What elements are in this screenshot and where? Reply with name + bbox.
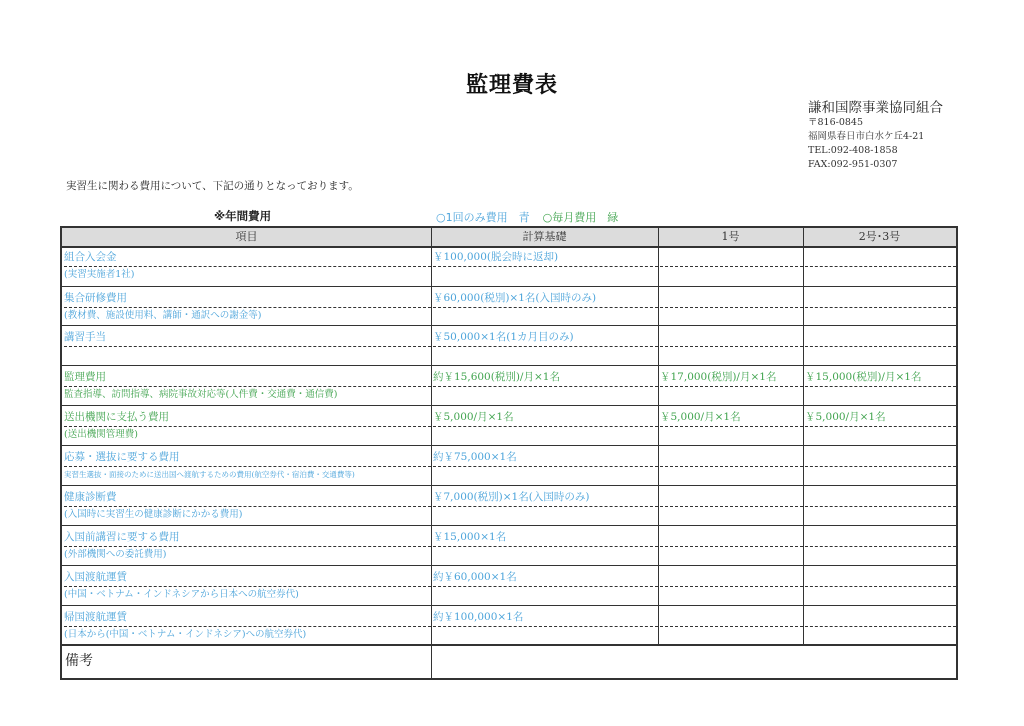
basis-cell	[431, 446, 658, 485]
item-cell	[62, 406, 431, 445]
header-grade23: 2号･3号	[858, 230, 901, 243]
column-divider	[803, 228, 804, 644]
item-note: (実習実施者1社)	[64, 269, 135, 280]
basis-value: 約￥60,000×1名	[433, 569, 658, 587]
grade1-value	[660, 609, 803, 627]
legend-one-time: ○1回のみ費用 青	[436, 211, 530, 224]
item-note: (入国時に実習生の健康診断にかかる費用)	[64, 509, 243, 520]
table-row	[62, 287, 956, 326]
grade23-value	[805, 569, 956, 587]
table-row	[62, 486, 956, 526]
item-name: 帰国渡航運賃	[64, 609, 431, 627]
basis-value: ￥100,000(脱会時に返却)	[433, 249, 658, 267]
grade1-value	[660, 569, 803, 587]
tel: TEL:092-408-1858	[808, 145, 898, 156]
item-name: 応募・選抜に要する費用	[64, 449, 431, 467]
table-row	[62, 446, 956, 486]
table-row	[62, 246, 956, 287]
grade23-value	[805, 449, 956, 467]
grade23-cell	[803, 326, 956, 365]
grade23-value: ￥5,000/月×1名	[805, 409, 956, 427]
grade23-value	[805, 249, 956, 267]
item-name: 講習手当	[64, 329, 431, 347]
grade1-cell	[658, 406, 803, 445]
item-note: (教材費、施設使用料、講師・通訳への謝金等)	[64, 310, 262, 321]
header-grade1: 1号	[721, 230, 740, 243]
grade1-cell	[658, 246, 803, 286]
item-name: 監理費用	[64, 369, 431, 387]
basis-value: ￥5,000/月×1名	[433, 409, 658, 427]
item-cell	[62, 566, 431, 605]
basis-cell	[431, 326, 658, 365]
item-name: 健康診断費	[64, 489, 431, 507]
column-divider	[431, 228, 432, 678]
grade23-cell	[803, 406, 956, 445]
grade23-cell	[803, 486, 956, 525]
header-item: 項目	[235, 230, 258, 243]
table-row	[62, 566, 956, 606]
item-note: (日本から(中国・ベトナム・インドネシア)への航空券代)	[64, 629, 307, 640]
table-row	[62, 606, 956, 644]
table-row	[62, 526, 956, 566]
grade23-value: ￥15,000(税別)/月×1名	[805, 369, 956, 387]
grade23-cell	[803, 287, 956, 325]
item-cell	[62, 486, 431, 525]
remarks-row	[62, 644, 956, 678]
basis-cell	[431, 246, 658, 286]
grade1-value	[660, 249, 803, 267]
item-name: 集合研修費用	[64, 290, 431, 308]
item-name: 入国渡航運賃	[64, 569, 431, 587]
grade1-value	[660, 529, 803, 547]
item-cell	[62, 446, 431, 485]
address: 福岡県春日市白水ケ丘4-21	[808, 131, 925, 142]
basis-value: ￥7,000(税別)×1名(入国時のみ)	[433, 489, 658, 507]
grade23-value	[805, 290, 956, 308]
grade1-value	[660, 449, 803, 467]
item-note: (外部機関への委託費用)	[64, 549, 167, 560]
grade1-cell	[658, 526, 803, 565]
grade1-cell	[658, 606, 803, 644]
grade23-cell	[803, 246, 956, 286]
basis-cell	[431, 366, 658, 405]
table-row	[62, 326, 956, 366]
cost-table	[60, 226, 958, 680]
grade1-value: ￥17,000(税別)/月×1名	[660, 369, 803, 387]
basis-cell	[431, 406, 658, 445]
grade1-value	[660, 489, 803, 507]
item-cell	[62, 606, 431, 644]
remarks-label: 備考	[65, 653, 93, 669]
grade23-value	[805, 529, 956, 547]
grade23-cell	[803, 566, 956, 605]
grade23-cell	[803, 606, 956, 644]
basis-cell	[431, 606, 658, 644]
grade23-value	[805, 329, 956, 347]
basis-cell	[431, 486, 658, 525]
grade1-cell	[658, 287, 803, 325]
basis-value: 約￥75,000×1名	[433, 449, 658, 467]
item-note: (送出機関管理費)	[64, 429, 138, 440]
table-header	[62, 228, 956, 248]
basis-value: 約￥100,000×1名	[433, 609, 658, 627]
basis-cell	[431, 566, 658, 605]
table-row	[62, 406, 956, 446]
grade1-cell	[658, 486, 803, 525]
grade1-cell	[658, 326, 803, 365]
basis-value: ￥50,000×1名(1カ月目のみ)	[433, 329, 658, 347]
color-legend	[436, 209, 618, 225]
grade1-value: ￥5,000/月×1名	[660, 409, 803, 427]
page-title: 監理費表	[466, 73, 559, 98]
item-note: 実習生選抜・面接のために送出国へ渡航するための費用(航空券代・宿泊費・交通費等)	[64, 470, 355, 479]
item-name: 送出機関に支払う費用	[64, 409, 431, 427]
postal-code: 〒816-0845	[808, 117, 864, 128]
item-note: 監査指導、訪問指導、病院事故対応等(人件費・交通費・通信費)	[64, 389, 338, 400]
grade1-cell	[658, 566, 803, 605]
item-cell	[62, 246, 431, 286]
intro-text: 実習生に関わる費用について、下記の通りとなっております。	[66, 180, 359, 192]
grade23-cell	[803, 446, 956, 485]
basis-cell	[431, 287, 658, 325]
item-name: 入国前講習に要する費用	[64, 529, 431, 547]
grade1-cell	[658, 446, 803, 485]
header-basis: 計算基礎	[522, 230, 567, 243]
grade1-value	[660, 290, 803, 308]
item-cell	[62, 366, 431, 405]
item-name: 組合入会金	[64, 249, 431, 267]
basis-value: ￥60,000(税別)×1名(入国時のみ)	[433, 290, 658, 308]
legend-monthly: ○毎月費用 緑	[542, 211, 619, 224]
item-note: (中国・ベトナム・インドネシアから日本への航空券代)	[64, 589, 299, 600]
fax: FAX:092-951-0307	[808, 159, 898, 170]
grade23-cell	[803, 366, 956, 405]
item-cell	[62, 326, 431, 365]
table-row	[62, 366, 956, 406]
basis-value: ￥15,000×1名	[433, 529, 658, 547]
grade1-value	[660, 329, 803, 347]
annual-cost-label: ※年間費用	[214, 209, 272, 223]
grade23-value	[805, 609, 956, 627]
item-cell	[62, 526, 431, 565]
grade1-cell	[658, 366, 803, 405]
item-cell	[62, 287, 431, 325]
grade23-value	[805, 489, 956, 507]
column-divider	[658, 228, 659, 644]
grade23-cell	[803, 526, 956, 565]
organization-name: 謙和国際事業協同組合	[808, 100, 943, 116]
basis-cell	[431, 526, 658, 565]
basis-value: 約￥15,600(税別)/月×1名	[433, 369, 658, 387]
